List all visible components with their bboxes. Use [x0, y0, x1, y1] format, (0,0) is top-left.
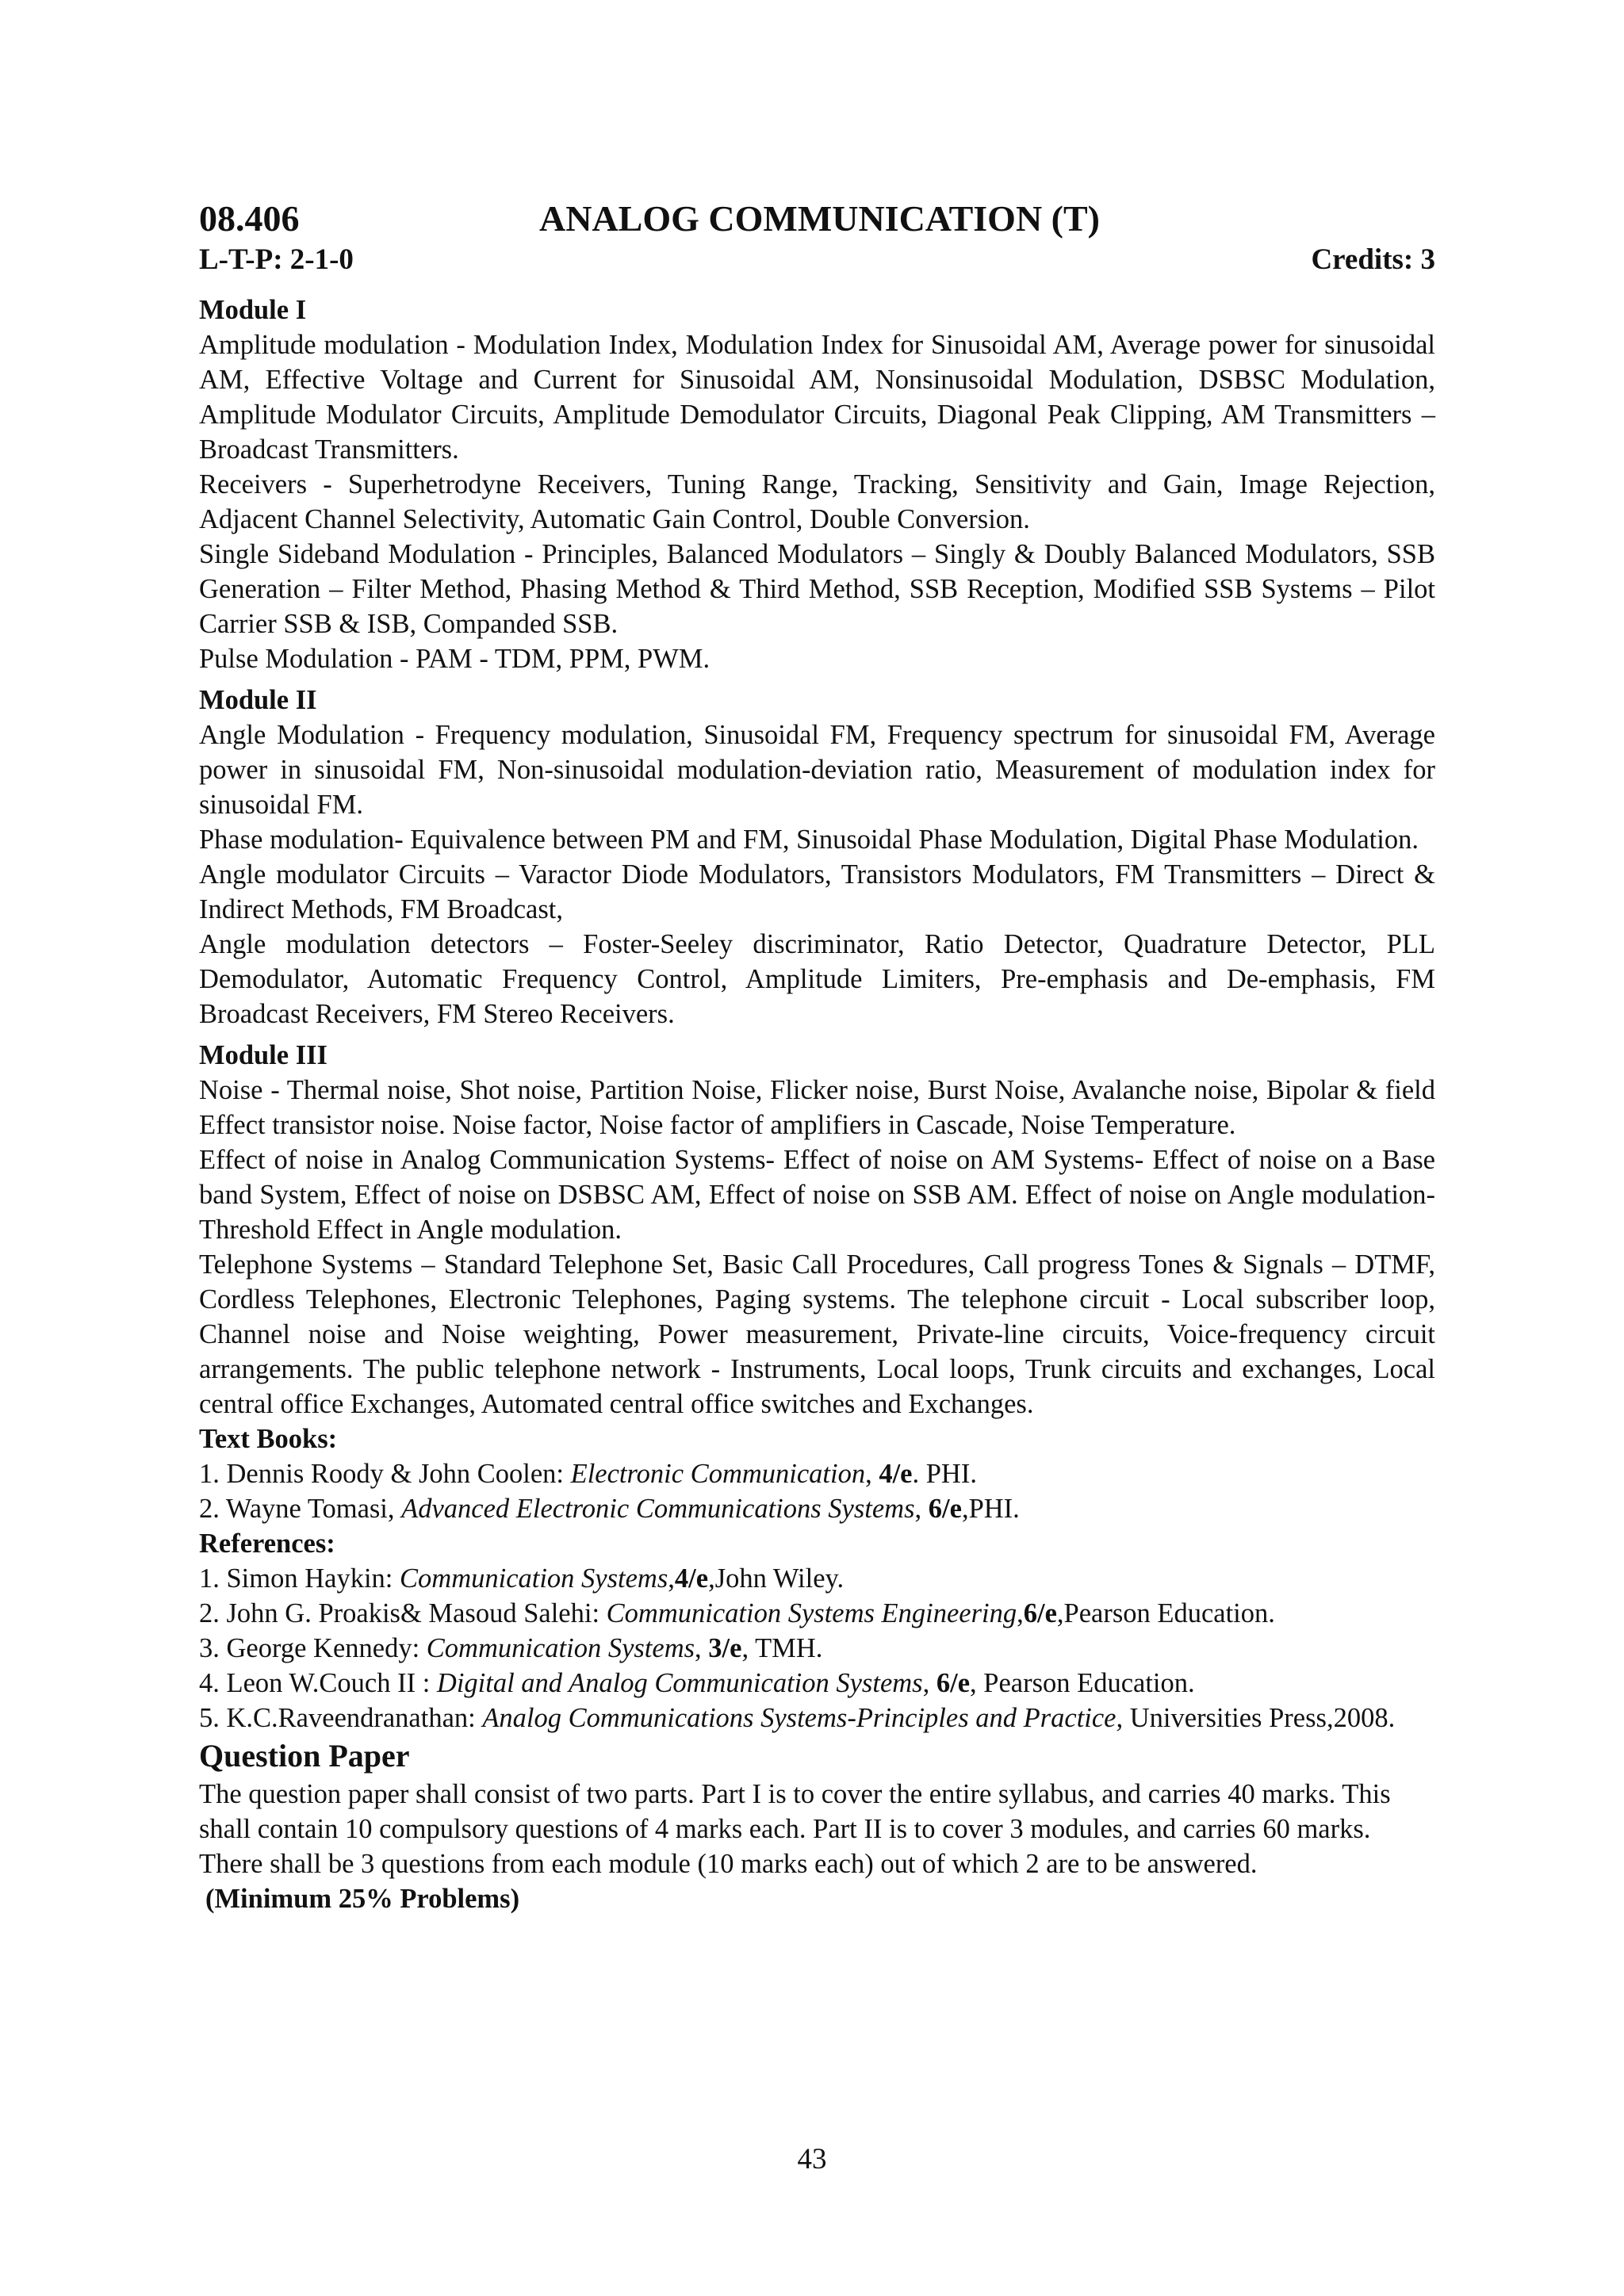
course-code: 08.406	[199, 198, 300, 239]
module-2	[199, 683, 1435, 1031]
syllabus-content	[199, 293, 1435, 1916]
item-author: Wayne Tomasi,	[225, 1494, 402, 1524]
module-paragraph: Amplitude modulation - Modulation Index, Modulation Index for Sinusoidal AM, Average power for sinusoidal AM, Effective Voltage and Current for Sinusoidal AM, Nonsinusoidal Modulation, DSBSC Modulation, Amplitude Modulator Circuits, Amplitude Demodulator Circuits, Diagonal Peak Clipping, AM Transmitters – Broadcast Transmitters.	[199, 330, 1435, 465]
item-publisher: , Pearson Education.	[970, 1668, 1195, 1698]
item-sep: ,	[1017, 1598, 1024, 1628]
module-paragraph: Pulse Modulation - PAM - TDM, PPM, PWM.	[199, 644, 710, 674]
item-author: Dennis Roody & John Coolen:	[226, 1459, 571, 1489]
item-sep: Universities Press,2008.	[1123, 1703, 1396, 1733]
item-title: Analog Communications Systems-Principles and Practice,	[482, 1703, 1124, 1733]
course-title: ANALOG COMMUNICATION (T)	[539, 198, 1101, 239]
reference-item	[199, 1631, 1435, 1666]
module-paragraph: Phase modulation- Equivalence between PM and FM, Sinusoidal Phase Modulation, Digital Phase Modulation.	[199, 825, 1419, 855]
module-paragraph: Single Sideband Modulation - Principles, Balanced Modulators – Singly & Doubly Balanced Modulators, SSB Generation – Filter Method, Phasing Method & Third Method, SSB Reception, Modified SSB Systems – Pilot Carrier SSB & ISB, Companded SSB.	[199, 539, 1435, 639]
minimum-problems-note: (Minimum 25% Problems)	[205, 1884, 520, 1914]
references-section	[199, 1526, 1435, 1735]
item-number: 3.	[199, 1633, 220, 1663]
item-publisher: , TMH.	[741, 1633, 823, 1663]
item-sep: ,	[914, 1494, 929, 1524]
text-books-heading: Text Books:	[199, 1424, 338, 1454]
module-paragraph: Angle modulation detectors – Foster-Seeley discriminator, Ratio Detector, Quadrature Detector, PLL Demodulator, Automatic Frequency Control, Amplitude Limiters, Pre-emphasis and De-emphasis, FM Broadcast Receivers, FM Stereo Receivers.	[199, 929, 1435, 1029]
item-edition: 6/e	[936, 1668, 971, 1698]
item-author: John G. Proakis& Masoud Salehi:	[226, 1598, 607, 1628]
credits-label: Credits: 3	[1311, 243, 1435, 276]
text-book-item	[199, 1491, 1435, 1526]
module-heading: Module I	[199, 295, 307, 325]
reference-item	[199, 1666, 1435, 1701]
reference-item	[199, 1701, 1435, 1735]
module-heading: Module II	[199, 685, 317, 715]
item-edition: 6/e	[1023, 1598, 1057, 1628]
question-paper-section	[199, 1735, 1435, 1916]
item-title: Electronic Communication	[570, 1459, 866, 1489]
module-heading: Module III	[199, 1040, 327, 1070]
module-paragraph: Angle modulator Circuits – Varactor Diode Modulators, Transistors Modulators, FM Transmitters – Direct & Indirect Methods, FM Broadcast,	[199, 859, 1435, 924]
item-number: 2.	[199, 1598, 220, 1628]
item-sep: ,	[695, 1633, 709, 1663]
item-author: George Kennedy:	[226, 1633, 427, 1663]
module-paragraph: Receivers - Superhetrodyne Receivers, Tuning Range, Tracking, Sensitivity and Gain, Image Rejection, Adjacent Channel Selectivity, Automatic Gain Control, Double Conversion.	[199, 469, 1435, 534]
page-number: 43	[797, 2143, 827, 2175]
item-edition: 3/e	[708, 1633, 742, 1663]
module-paragraph: Angle Modulation - Frequency modulation, Sinusoidal FM, Frequency spectrum for sinusoidal FM, Average power in sinusoidal FM, Non-sinusoidal modulation-deviation ratio, Measurement of modulation index for sinusoidal FM.	[199, 720, 1435, 820]
item-title: Communication Systems	[426, 1633, 695, 1663]
item-title: Advanced Electronic Communications Systems	[401, 1494, 915, 1524]
module-paragraph: Noise - Thermal noise, Shot noise, Partition Noise, Flicker noise, Burst Noise, Avalanche noise, Bipolar & field Effect transistor noise. Noise factor, Noise factor of amplifiers in Cascade, Noise Temperature.	[199, 1075, 1435, 1140]
module-paragraph: Effect of noise in Analog Communication Systems- Effect of noise on AM Systems- Effect of noise on a Base band System, Effect of noise on DSBSC AM, Effect of noise on SSB AM. Effect of noise on Angle modulation- Threshold Effect in Angle modulation.	[199, 1145, 1435, 1245]
references-heading: References:	[199, 1529, 335, 1559]
module-3	[199, 1038, 1435, 1422]
question-paper-text: The question paper shall consist of two parts. Part I is to cover the entire syllabus, and carries 40 marks. This shall contain 10 compulsory questions of 4 marks each. Part II is to cover 3 modules, and carries 60 marks. There shall be 3 questions from each module (10 marks each) out of which 2 are to be answered.	[199, 1779, 1391, 1879]
item-sep: ,	[865, 1459, 879, 1489]
item-number: 1.	[199, 1459, 220, 1489]
item-edition: 4/e	[879, 1459, 913, 1489]
item-title: Communication Systems	[400, 1563, 668, 1594]
text-book-item	[199, 1456, 1435, 1491]
reference-item	[199, 1596, 1435, 1631]
item-number: 5.	[199, 1703, 220, 1733]
item-edition: 4/e	[674, 1563, 709, 1594]
item-author: K.C.Raveendranathan:	[226, 1703, 483, 1733]
module-1	[199, 293, 1435, 676]
item-author: Simon Haykin:	[226, 1563, 400, 1594]
ltp-label: L-T-P: 2-1-0	[199, 243, 354, 276]
item-sep: ,	[668, 1563, 675, 1594]
item-publisher: ,PHI.	[961, 1494, 1020, 1524]
text-books-section	[199, 1422, 1435, 1526]
item-publisher: ,John Wiley.	[708, 1563, 845, 1594]
module-paragraph: Telephone Systems – Standard Telephone Set, Basic Call Procedures, Call progress Tones & Signals – DTMF, Cordless Telephones, Electronic Telephones, Paging systems. The telephone circuit - Local subscriber loop, Channel noise and Noise weighting, Power measurement, Private-line circuits, Voice-frequency circuit arrangements. The public telephone network - Instruments, Local loops, Trunk circuits and exchanges, Local central office Exchanges, Automated central office switches and Exchanges.	[199, 1249, 1435, 1419]
item-number: 1.	[199, 1563, 220, 1594]
item-number: 4.	[199, 1668, 220, 1698]
item-author: Leon W.Couch II :	[226, 1668, 437, 1698]
item-title: Digital and Analog Communication Systems	[436, 1668, 923, 1698]
item-number: 2.	[199, 1494, 220, 1524]
item-title: Communication Systems Engineering	[606, 1598, 1017, 1628]
item-edition: 6/e	[928, 1494, 962, 1524]
reference-item	[199, 1561, 1435, 1596]
item-publisher: ,Pearson Education.	[1056, 1598, 1275, 1628]
question-paper-heading: Question Paper	[199, 1738, 410, 1774]
item-publisher: . PHI.	[912, 1459, 977, 1489]
item-sep: ,	[922, 1668, 936, 1698]
